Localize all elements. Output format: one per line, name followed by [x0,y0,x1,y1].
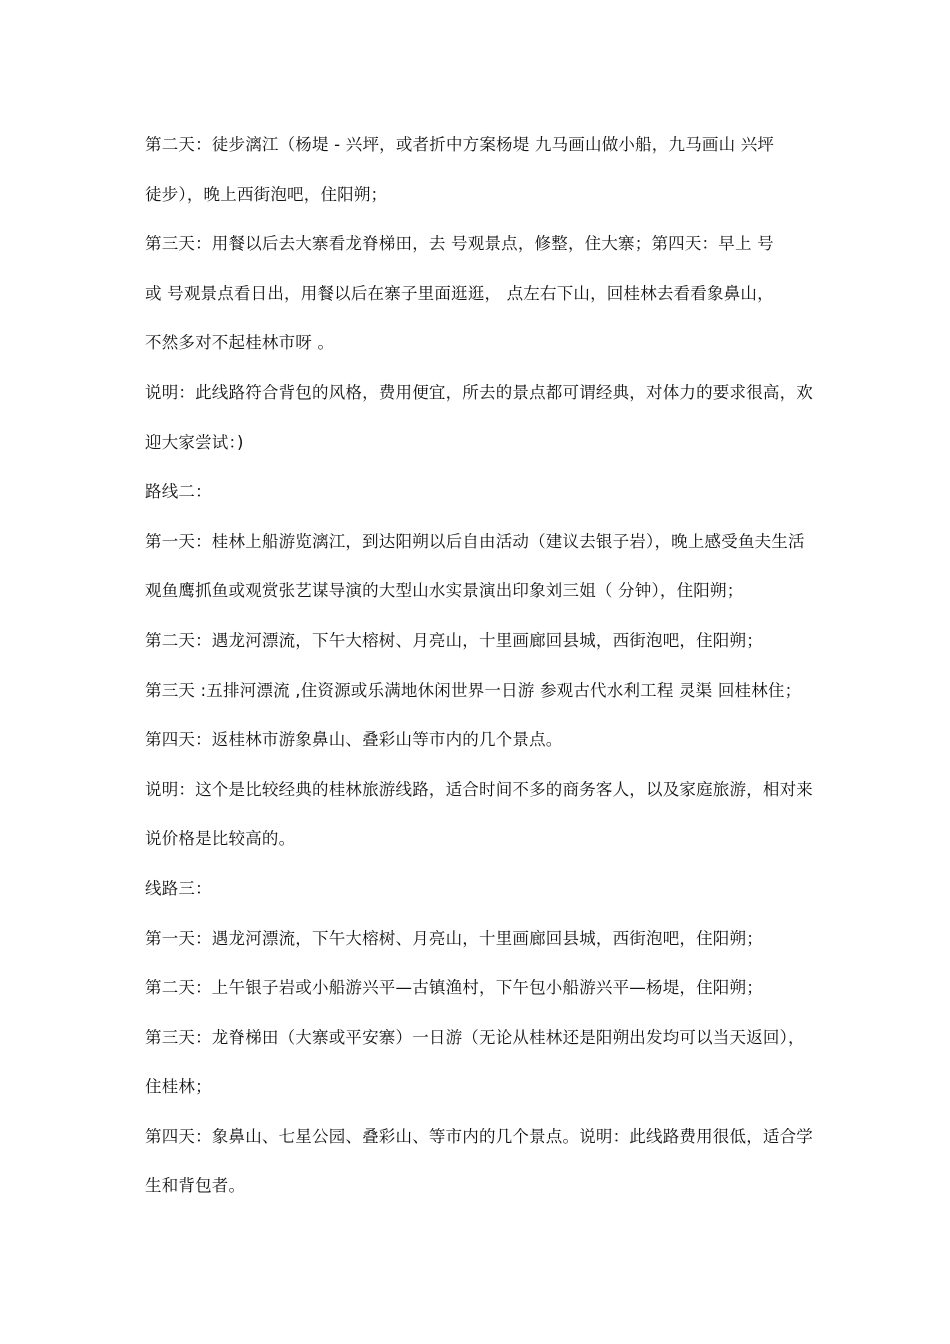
text-line: 第一天：桂林上船游览漓江，到达阳朔以后自由活动（建议去银子岩），晚上感受鱼夫生活 [145,531,805,551]
text-line: 第三天：用餐以后去大寨看龙脊梯田，去 号观景点，修整，住大寨；第四天：早上 号 [145,234,774,254]
text-line: 迎大家尝试：) [145,432,244,452]
text-line: 说明：此线路符合背包的风格，费用便宜，所去的景点都可谓经典，对体力的要求很高，欢 [145,382,813,402]
document-body [145,120,815,1211]
text-line: 第一天：遇龙河漂流，下午大榕树、月亮山，十里画廊回县城，西街泡吧，住阳朔； [145,928,763,948]
text-line: 说明：这个是比较经典的桂林旅游线路，适合时间不多的商务客人，以及家庭旅游，相对来 [145,779,813,799]
text-line: 第二天：遇龙河漂流，下午大榕树、月亮山，十里画廊回县城，西街泡吧，住阳朔； [145,630,763,650]
text-line: 第二天：上午银子岩或小船游兴平—古镇渔村，下午包小船游兴平—杨堤，住阳朔； [145,978,763,998]
text-line: 说价格是比较高的。 [145,829,296,849]
text-line: 徒步），晚上西街泡吧，住阳朔； [145,184,388,204]
text-line: 观鱼鹰抓鱼或观赏张艺谋导演的大型山水实景演出印象刘三姐（ 分钟），住阳朔； [145,581,744,601]
section-heading: 线路三： [145,878,212,898]
section-heading: 路线二： [145,482,212,502]
text-line: 第三天 :五排河漂流 ,住资源或乐满地休闲世界一日游 参观古代水利工程 灵渠 回桂林住； [145,680,802,700]
text-line: 不然多对不起桂林市呀 。 [145,333,335,353]
text-line: 第四天：返桂林市游象鼻山、叠彩山等市内的几个景点。 [145,730,563,750]
text-line: 第三天：龙脊梯田（大寨或平安寨）一日游（无论从桂林还是阳朔出发均可以当天返回）， [145,1027,805,1047]
text-line: 第二天：徒步漓江（杨堤 - 兴坪，或者折中方案杨堤 九马画山做小船，九马画山 兴坪 [145,135,775,154]
text-line: 住桂林； [145,1077,212,1097]
text-line: 生和背包者。 [145,1176,246,1196]
text-line: 第四天：象鼻山、七星公园、叠彩山、等市内的几个景点。说明：此线路费用很低，适合学 [145,1126,813,1146]
text-line: 或 号观景点看日出，用餐以后在寨子里面逛逛， 点左右下山，回桂林去看看象鼻山， [145,283,774,303]
